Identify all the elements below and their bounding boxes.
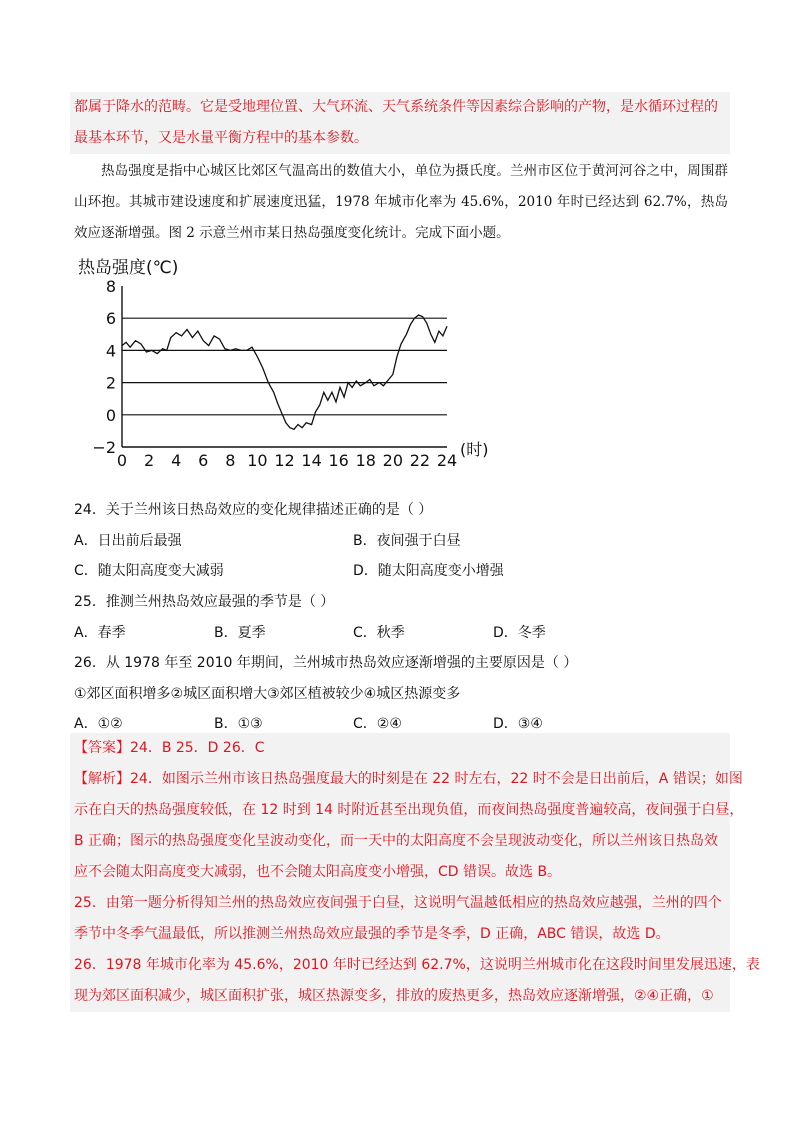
material-intro: [74, 156, 728, 249]
question-24-stem: 24．关于兰州该日热岛效应的变化规律描述正确的是（ ）: [74, 502, 433, 518]
analysis-line: B 正确；图示的热岛强度变化呈波动变化，而一天中的太阳高度不会呈现波动变化，所以兰州该日热岛效: [74, 833, 719, 849]
chart-x-tick-label: 18: [355, 451, 376, 470]
question-26-statements: ①郊区面积增多②城区面积增大③郊区植被较少④城区热源变多: [74, 686, 461, 702]
question-24-option-a[interactable]: A．日出前后最强: [74, 533, 182, 549]
answer-key: 【答案】24．B 25．D 26．C: [74, 740, 265, 756]
chart-y-tick-labels: [92, 277, 116, 457]
chart-title: 热岛强度(℃): [78, 258, 179, 278]
question-25-option-d[interactable]: D．冬季: [493, 625, 546, 641]
chart-y-tick-label: 2: [105, 373, 116, 393]
analysis-line: 26．1978 年城市化率为 45.6%，2010 年时已经达到 62.7%，这说明兰州城市化在这段时间里发展迅速，表: [74, 957, 760, 973]
question-25-stem: 25．推测兰州热岛效应最强的季节是（ ）: [74, 594, 335, 610]
chart-x-tick-label: 22: [409, 451, 431, 470]
question-24-option-d[interactable]: D．随太阳高度变小增强: [353, 563, 504, 579]
analysis-line: 示在白天的热岛强度较低，在 12 时到 14 时附近甚至出现负值，而夜间热岛强度普遍较高，夜间强于白昼，: [74, 802, 744, 818]
question-26-option-a[interactable]: A．①②: [74, 716, 123, 732]
chart-x-tick-label: 8: [225, 451, 236, 470]
chart-gridlines: [122, 318, 447, 415]
chart-y-tick-label: −2: [92, 438, 116, 457]
chart-x-tick-label: 24: [436, 451, 458, 470]
question-25-option-b[interactable]: B．夏季: [214, 625, 266, 641]
question-26-option-b[interactable]: B．①③: [214, 716, 263, 732]
chart-x-tick-label: 12: [274, 451, 295, 470]
question-25-option-c[interactable]: C．秋季: [353, 625, 405, 641]
question-24-option-c[interactable]: C．随太阳高度变大减弱: [74, 563, 224, 579]
chart-x-tick-label: 16: [328, 451, 349, 470]
question-25-option-a[interactable]: A．春季: [74, 625, 126, 641]
answer-text-line: 都属于降水的范畴。它是受地理位置、大气环流、天气系统条件等因素综合影响的产物，是水循环过程的: [74, 99, 718, 115]
chart-x-tick-label: 4: [171, 451, 182, 470]
chart-y-tick-label: 8: [105, 277, 116, 296]
question-24-option-b[interactable]: B．夜间强于白昼: [353, 533, 461, 549]
intro-paragraph: 热岛强度是指中心城区比郊区气温高出的数值大小，单位为摄氏度。兰州市区位于黄河河谷之中，周围群山环抱。其城市建设速度和扩展速度迅猛，1978 年城市化率为 45.6%，2010 年时已经达到 62.7%，热岛效应逐渐增强。图 2 示意兰州市某日热岛强度变化统计。完成下面小题。: [74, 163, 728, 241]
chart-series-line: [122, 315, 447, 429]
chart-x-tick-label: 2: [143, 451, 155, 470]
chart-y-tick-label: 4: [105, 341, 116, 361]
heat-island-chart: [70, 252, 490, 470]
chart-y-tick-label: 6: [105, 309, 116, 329]
previous-answer-block: [70, 92, 730, 154]
analysis-line: 现为郊区面积减少，城区面积扩张，城区热源变多，排放的废热更多，热岛效应逐渐增强，②④正确，①: [74, 988, 714, 1004]
chart-x-tick-label: 20: [382, 451, 404, 470]
answer-analysis-block: [70, 733, 760, 1012]
analysis-line: 25．由第一题分析得知兰州的热岛效应夜间强于白昼，这说明气温越低相应的热岛效应越强，兰州的四个: [74, 895, 722, 911]
analysis-line: 【解析】24．如图示兰州市该日热岛强度最大的时刻是在 22 时左右，22 时不会是日出前后，A 错误；如图: [74, 771, 743, 787]
chart-y-tick-label: 0: [105, 405, 116, 425]
analysis-line: 季节中冬季气温最低，所以推测兰州热岛效应最强的季节是冬季，D 正确，ABC 错误，故选 D。: [74, 926, 670, 942]
analysis-line: 应不会随太阳高度变大减弱，也不会随太阳高度变小增强，CD 错误。故选 B。: [74, 864, 562, 880]
question-26-option-d[interactable]: D．③④: [493, 716, 543, 732]
question-26-option-c[interactable]: C．②④: [353, 716, 402, 732]
chart-axes: [122, 286, 447, 447]
chart-x-tick-label: 6: [198, 451, 209, 470]
chart-x-tick-labels: [117, 451, 457, 470]
chart-x-tick-label: 0: [116, 451, 128, 470]
question-26-stem: 26．从 1978 年至 2010 年期间，兰州城市热岛效应逐渐增强的主要原因是（ ）: [74, 655, 578, 671]
chart-x-tick-label: 10: [247, 451, 268, 470]
chart-x-axis-label: (时): [460, 440, 489, 459]
chart-x-tick-label: 14: [301, 451, 322, 470]
answer-text-line: 最基本环节，又是水量平衡方程中的基本参数。: [74, 130, 368, 146]
